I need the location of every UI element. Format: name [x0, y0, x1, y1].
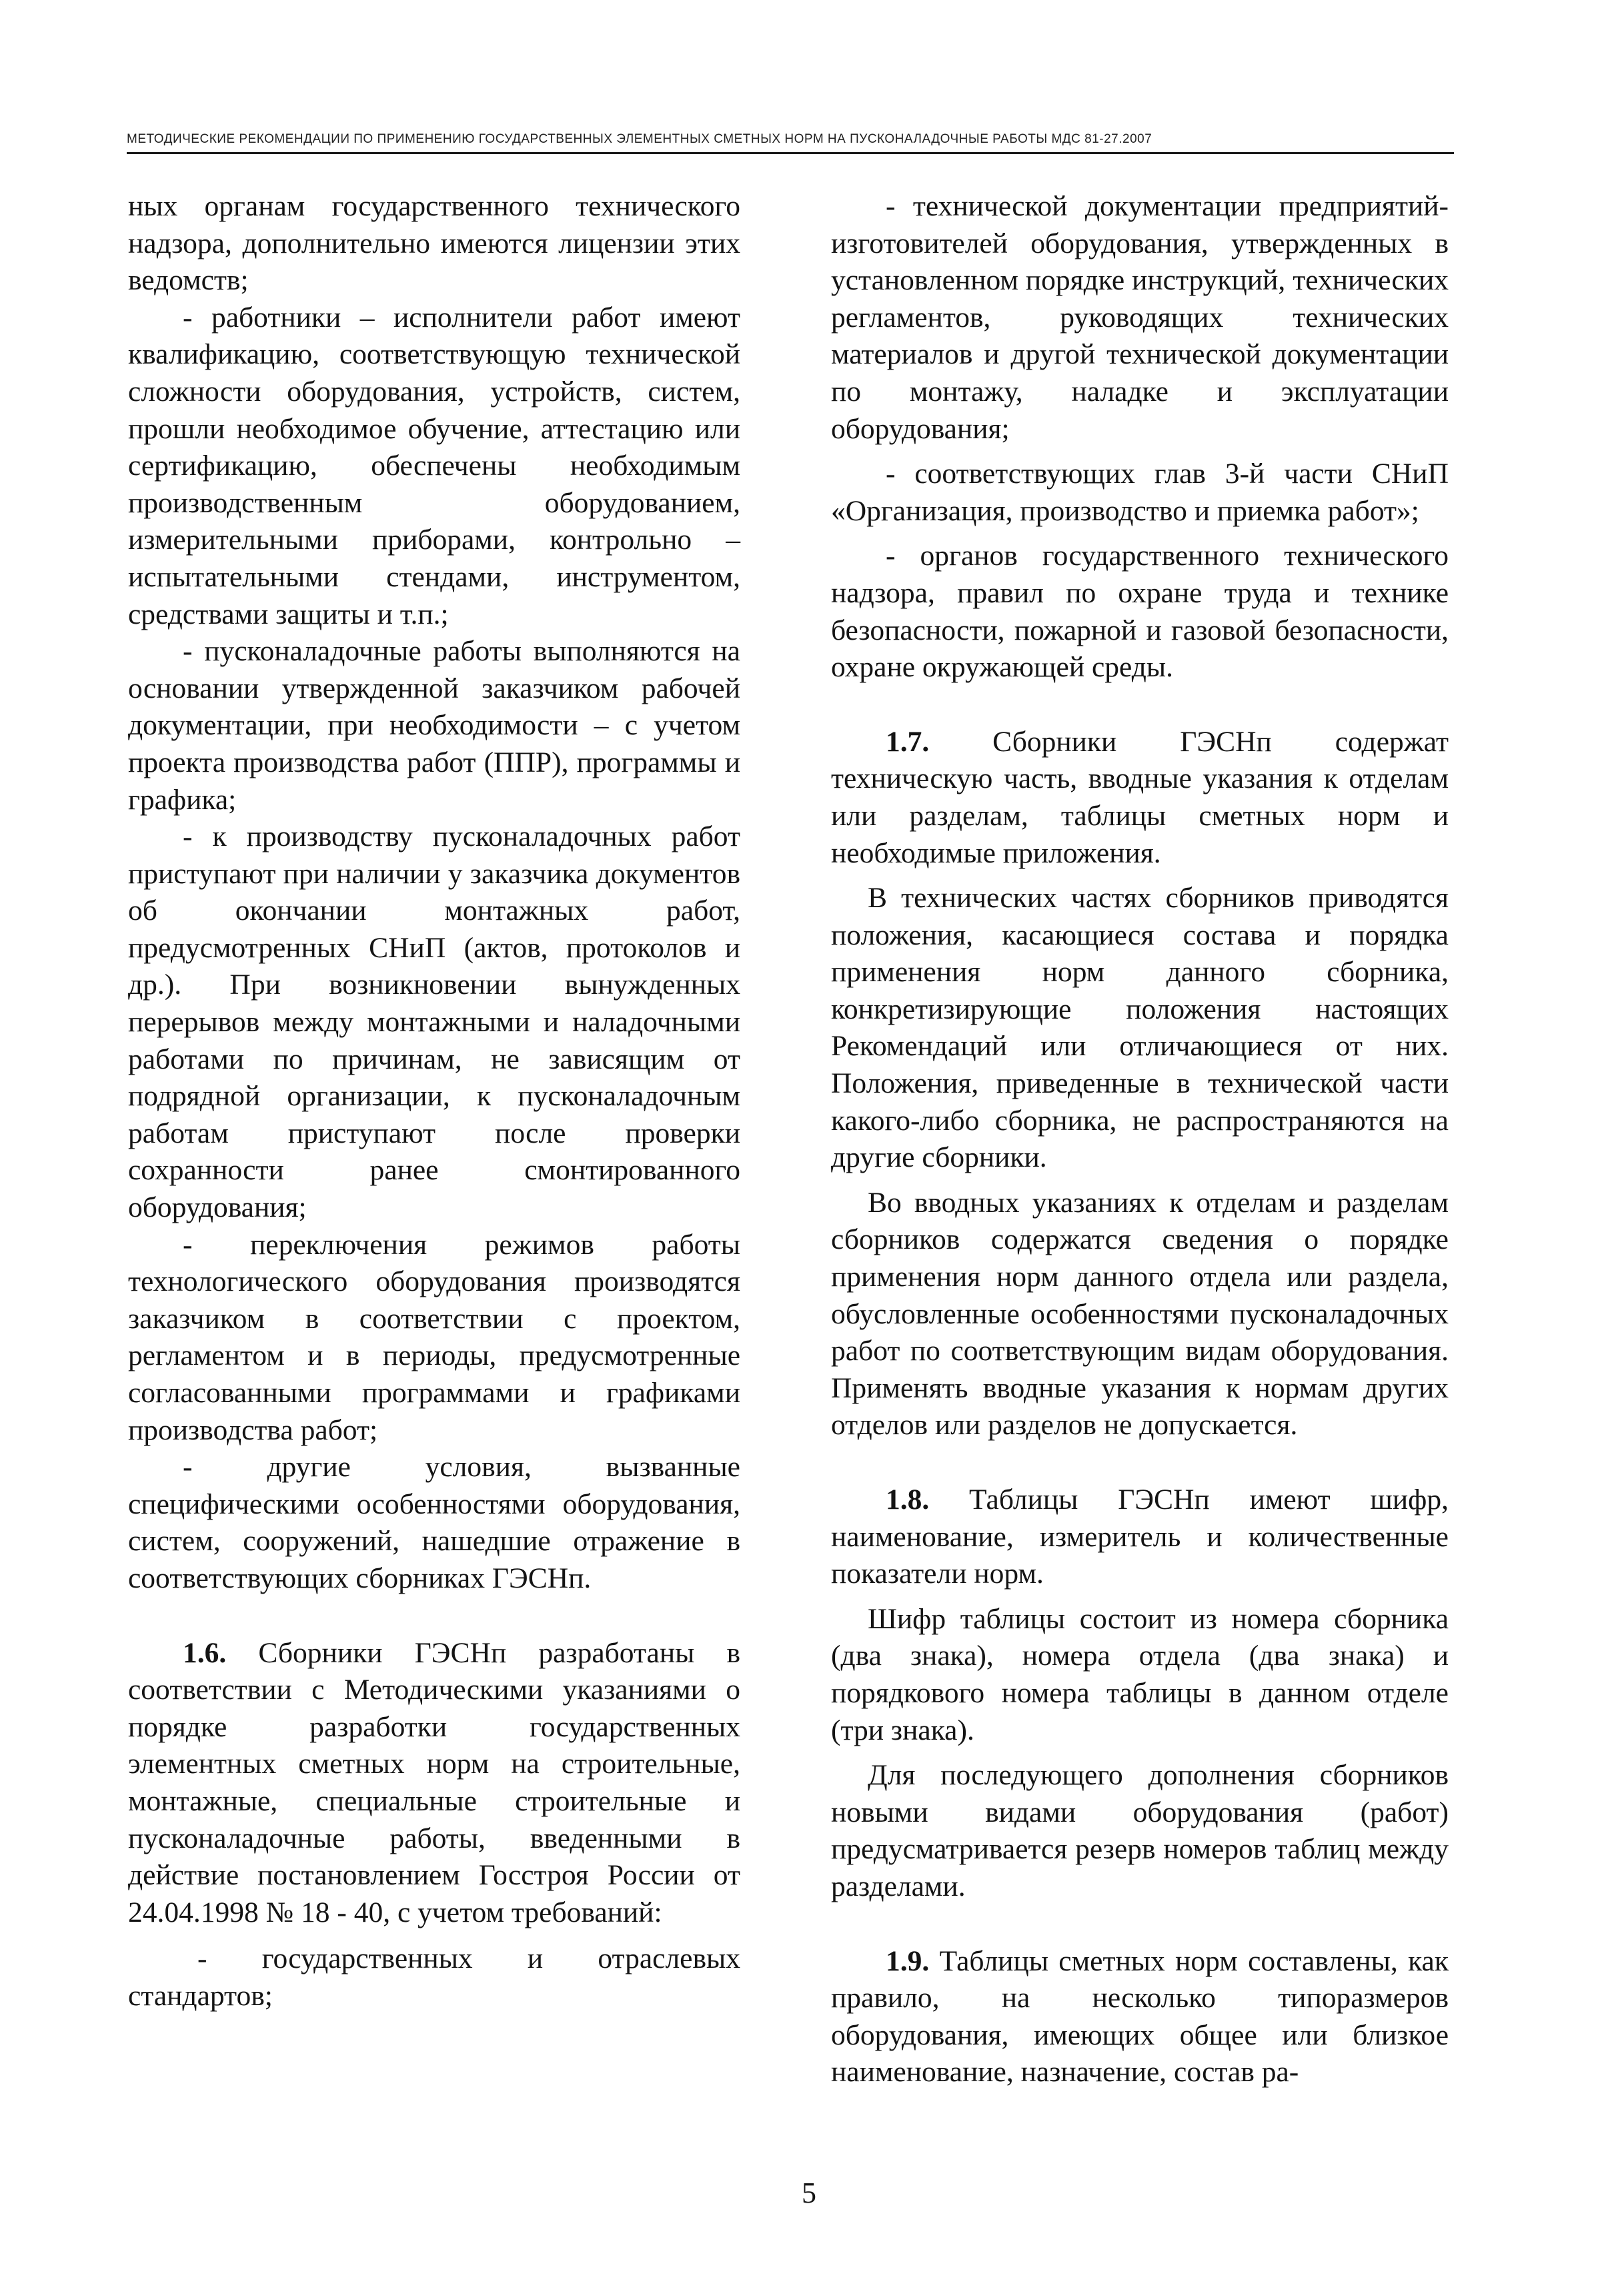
section-1-9	[831, 1943, 1449, 2091]
section-text: Таблицы сметных норм составлены, как правило, на несколько типоразмеров оборудования, имеющих общее или близкое наименование, назначение, состав ра-	[831, 1944, 1449, 2089]
list-item-workers: - работники – исполнители работ имеют квалификацию, соответствующую технической сложности оборудования, устройств, систем, прошли необходимое обучение, аттестацию или сертификацию, обеспечены необходимым производственным оборудованием, измерительными приборами, контрольно – испытательными стендами, инструментом, средствами защиты и т.п.;	[128, 301, 740, 630]
section-text: Сборники ГЭСНп содержат техническую часть, вводные указания к отделам или разделам, таблицы сметных норм и необходимые приложения.	[831, 725, 1449, 869]
list-item-snip-chapters: - соответствующих глав 3-й части СНиП «Организация, производство и приемка работ»;	[831, 458, 1449, 527]
list-item-mode-switching: - переключения режимов работы технологического оборудования производятся заказчиком в соответствии с проектом, регламентом и в периоды, предусмотренные согласованными программами и графиками производства работ;	[128, 1228, 740, 1446]
list-item-other-conditions: - другие условия, вызванные специфическими особенностями оборудования, систем, сооружений, нашедшие отражение в соответствующих сборниках ГЭСНп.	[128, 1451, 740, 1594]
section-number: 1.7.	[886, 725, 930, 758]
list-item-start-conditions: - к производству пусконаладочных работ приступают при наличии у заказчика документов об окончании монтажных работ, предусмотренных СНиП (актов, протоколов и др.). При возникновении вынужденных перерывов между монтажными и наладочными работами по причинам, не зависящим от подрядной организации, к пусконаладочным работам приступают после проверки сохранности ранее смонтированного оборудования;	[128, 820, 740, 1224]
list-item-manufacturer-docs: - технической документации предприятий-изготовителей оборудования, утвержденных в установленном порядке инструкций, технических регламентов, руководящих технических материалов и другой технической документации по монтажу, наладке и эксплуатации оборудования;	[831, 190, 1449, 445]
paragraph-introductory-notes: Во вводных указаниях к отделам и разделам сборников содержатся сведения о порядке применения норм данного отдела или раздела, обусловленные особенностями пусконаладочных работ по соответствующим видам оборудования. Применять вводные указания к нормам других отделов или разделов не допускается.	[831, 1186, 1449, 1442]
list-item-supervision-bodies: - органов государственного технического надзора, правил по охране труда и технике безопасности, пожарной и газовой безопасности, охране окружающей среды.	[831, 540, 1449, 684]
list-item-standards: - государственных и отраслевых стандартов;	[128, 1942, 740, 2012]
section-1-7	[831, 724, 1449, 872]
section-text: Таблицы ГЭСНп имеют шифр, наименование, измеритель и количественные показатели норм.	[831, 1484, 1449, 1590]
list-item-commissioning-basis: - пусконаладочные работы выполняются на основании утвержденной заказчиком рабочей документации, при необходимости – с учетом проекта производства работ (ППР), программы и графика;	[128, 635, 740, 816]
paragraph-technical-parts: В технических частях сборников приводятся положения, касающиеся состава и порядка применения норм данного сборника, конкретизирующие положения настоящих Рекомендаций или отличающиеся от них. Положения, приведенные в технической части какого-либо сборника, не распространяются на другие сборники.	[831, 882, 1449, 1174]
section-number: 1.6.	[183, 1636, 227, 1669]
paragraph-table-code: Шифр таблицы состоит из номера сборника (два знака), номера отдела (два знака) и порядкового номера таблицы в данном отделе (три знака).	[831, 1602, 1449, 1746]
paragraph-reserve-numbers: Для последующего дополнения сборников новыми видами оборудования (работ) предусматривается резерв номеров таблиц между разделами.	[831, 1759, 1449, 1902]
section-number: 1.8.	[886, 1484, 930, 1516]
section-1-8	[831, 1482, 1449, 1593]
running-header	[127, 116, 1454, 154]
paragraph-continuation: ных органам государственного технического надзора, дополнительно имеются лицензии этих ведомств;	[128, 190, 740, 297]
section-1-6	[128, 1635, 740, 1932]
page-number: 5	[802, 2177, 816, 2209]
left-column	[128, 188, 740, 2015]
section-number: 1.9.	[886, 1944, 930, 1977]
right-column	[831, 188, 1449, 2091]
running-header-title: МЕТОДИЧЕСКИЕ РЕКОМЕНДАЦИИ ПО ПРИМЕНЕНИЮ ГОСУДАРСТВЕННЫХ ЭЛЕМЕНТНЫХ СМЕТНЫХ НОРМ НА ПУСКОНАЛАДОЧНЫЕ РАБОТЫ МДС 81-27.2007	[127, 132, 1152, 146]
section-text: Сборники ГЭСНп разработаны в соответствии с Методическими указаниями о порядке разработки государственных элементных сметных норм на строительные, монтажные, специальные строительные и пусконаладочные работы, введенными в действие постановлением Госстроя России от 24.04.1998 № 18 - 40, с учетом требований:	[128, 1636, 740, 1928]
